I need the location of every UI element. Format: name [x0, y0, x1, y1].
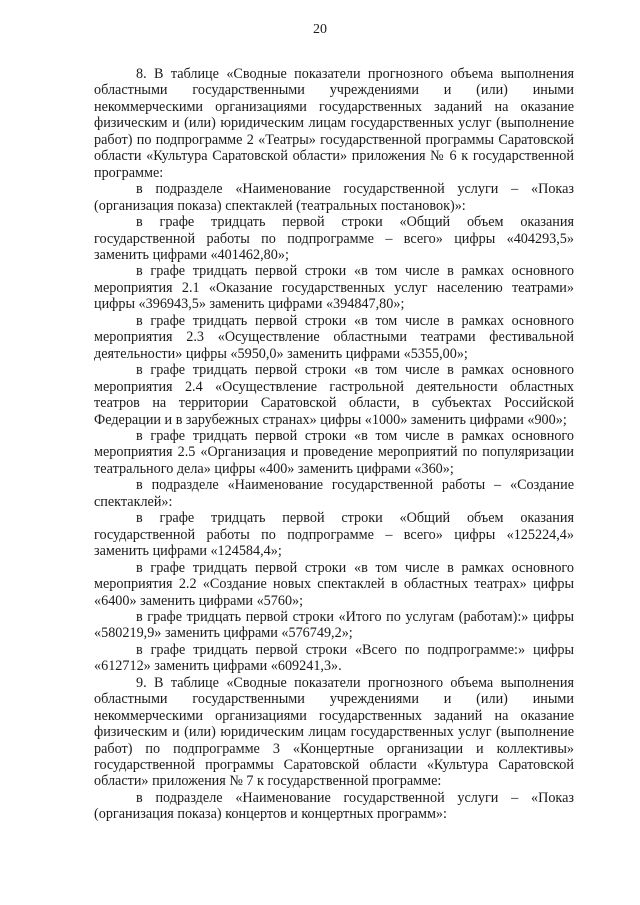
paragraph-service-subsection: в подразделе «Наименование государственной услуги – «Показ (организация показа) спектаклей (театральных постановок)»: — [94, 181, 574, 214]
paragraph-services-total: в графе тридцать первой строки «Итого по услугам (работам):» цифры «580219,9» заменить цифрами «576749,2»; — [94, 608, 574, 642]
paragraph-concert-subsection: в подразделе «Наименование государственной услуги – «Показ (организация показа) концертов и концертных программ»: — [94, 789, 574, 823]
paragraph-work-total-change: в графе тридцать первой строки «Общий объем оказания государственной работы по подпрограмме – всего» цифры «125224,4» заменить цифрами «124584,4»; — [94, 510, 574, 560]
paragraph-item-8-intro: 8. В таблице «Сводные показатели прогнозного объема выполнения областными государственными учреждениями и (или) иными некоммерческими организациями государственных заданий на оказание физическим и (или) юридическим лицам государственных услуг (выполнение работ) по подпрограмме 2 «Театры» государственной программы Саратовской области «Культура Саратовской области» приложения № 6 к государственной программе: — [94, 66, 574, 181]
page-number: 20 — [313, 22, 327, 37]
paragraph-activity-2-2: в графе тридцать первой строки «в том числе в рамках основного мероприятия 2.2 «Создание новых спектаклей в областных театрах» цифры «6400» заменить цифрами «5760»; — [94, 559, 574, 609]
paragraph-total-change: в графе тридцать первой строки «Общий объем оказания государственной работы по подпрограмме – всего» цифры «404293,5» заменить цифрами «401462,80»; — [94, 214, 574, 263]
paragraph-subprogram-total: в графе тридцать первой строки «Всего по подпрограмме:» цифры «612712» заменить цифрами «609241,3». — [94, 641, 574, 675]
paragraph-item-9-intro: 9. В таблице «Сводные показатели прогнозного объема выполнения областными государственными учреждениями и (или) иными некоммерческими организациями государственных заданий на оказание физическим и (или) юридическим лицам государственных услуг (выполнение работ) по подпрограмме 3 «Концертные организации и коллективы» государственной программы Саратовской области «Культура Саратовской области» приложения № 7 к государственной программе: — [94, 674, 574, 790]
paragraph-activity-2-4: в графе тридцать первой строки «в том числе в рамках основного мероприятия 2.4 «Осуществление гастрольной деятельности областных театров на территории Саратовской области, в субъектах Российской Федерации и в зарубежных странах» цифры «1000» заменить цифрами «900»; — [94, 362, 574, 428]
paragraph-work-subsection: в подразделе «Наименование государственной работы – «Создание спектаклей»: — [94, 477, 574, 510]
paragraph-activity-2-3: в графе тридцать первой строки «в том числе в рамках основного мероприятия 2.3 «Осуществление областными театрами фестивальной деятельности» цифры «5950,0» заменить цифрами «5355,00»; — [94, 312, 574, 362]
paragraph-activity-2-5: в графе тридцать первой строки «в том числе в рамках основного мероприятия 2.5 «Организация и проведение мероприятий по популяризации театрального дела» цифры «400» заменить цифрами «360»; — [94, 427, 574, 477]
paragraph-activity-2-1: в графе тридцать первой строки «в том числе в рамках основного мероприятия 2.1 «Оказание государственных услуг населению театрами» цифры «396943,5» заменить цифрами «394847,80»; — [94, 263, 574, 313]
document-body — [94, 66, 574, 823]
